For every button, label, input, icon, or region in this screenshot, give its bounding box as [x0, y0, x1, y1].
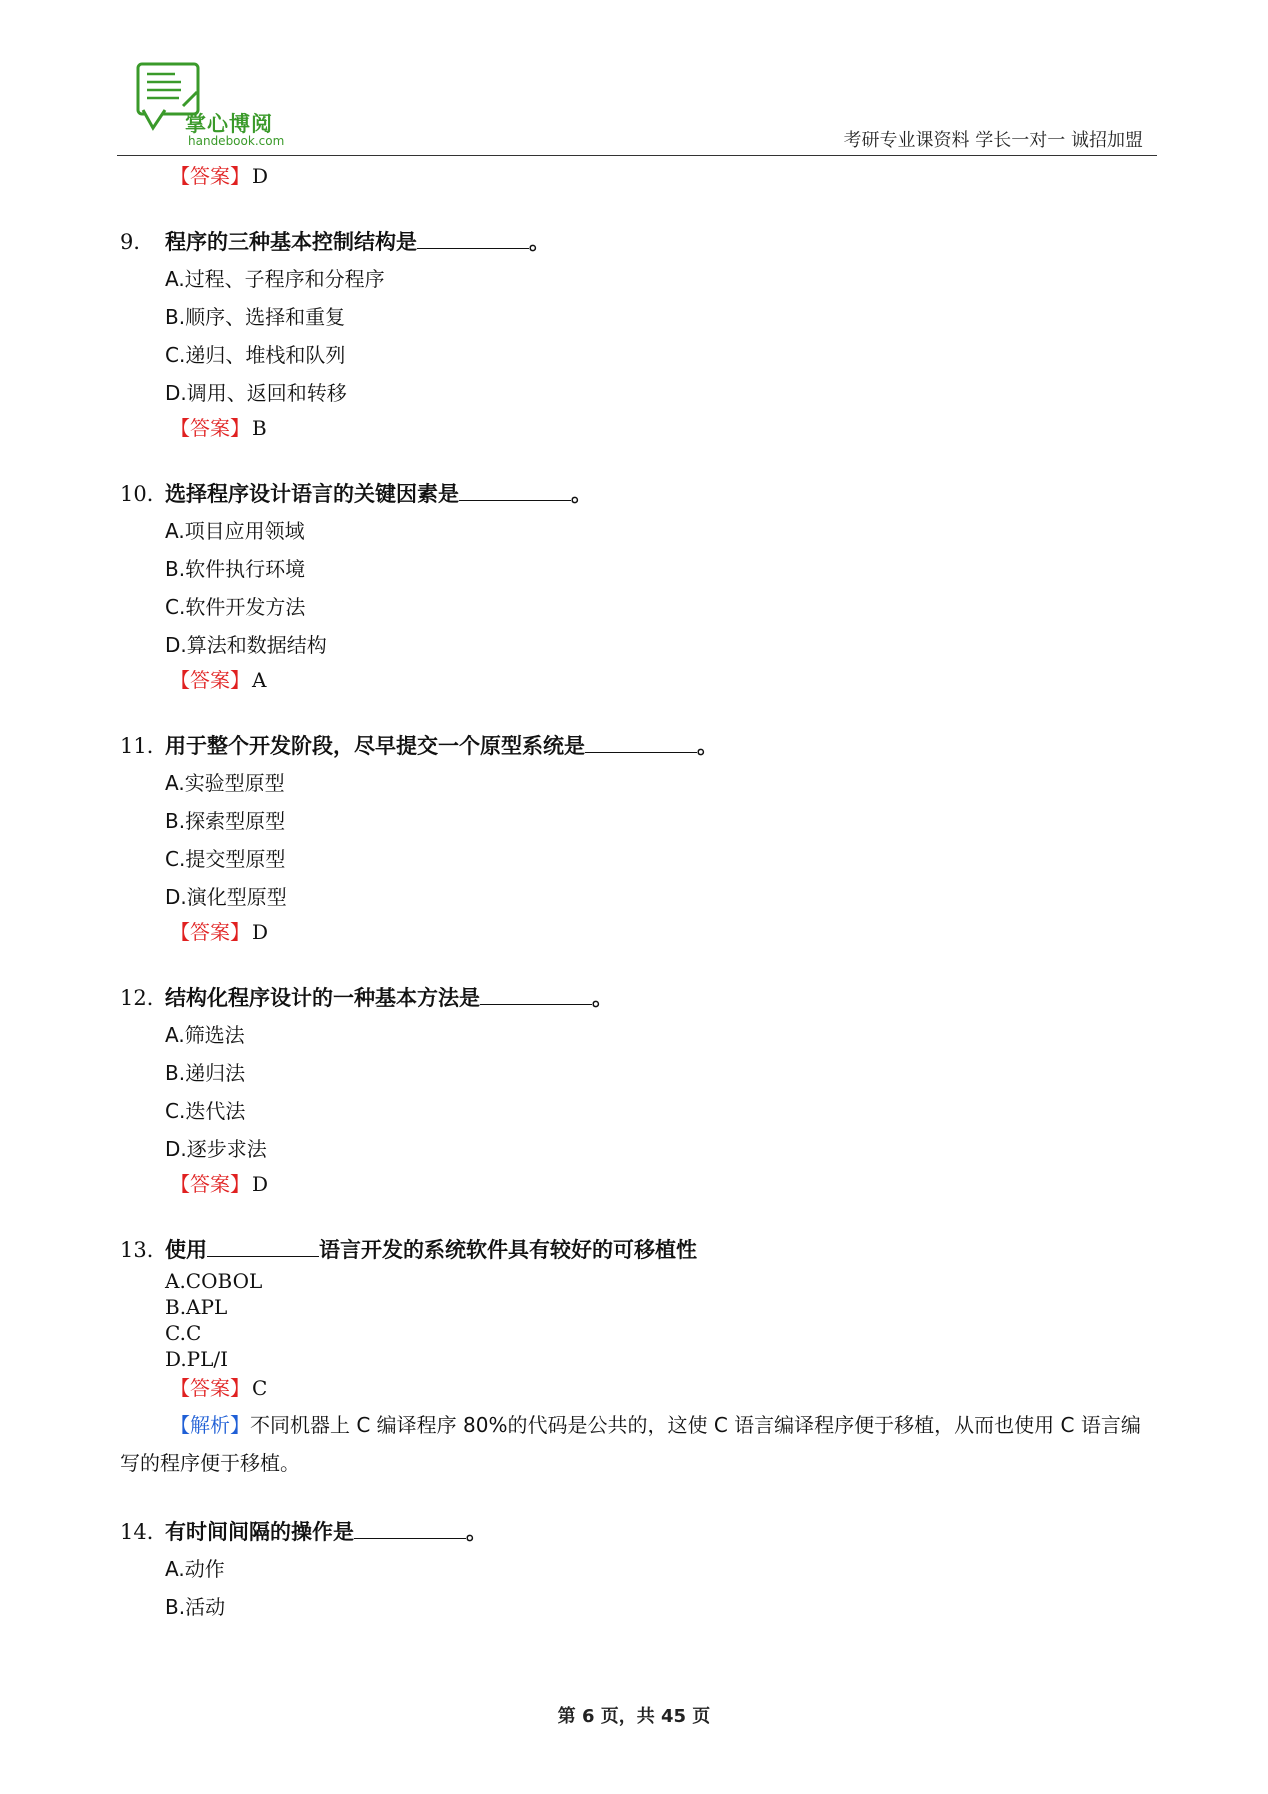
fill-blank: [354, 1518, 466, 1539]
option-text: A.实验型原型: [165, 771, 285, 795]
answer-line: [120, 412, 1150, 444]
page-header: [117, 58, 1157, 156]
question-text-end: 。: [592, 986, 613, 1010]
option-text: D.PL/I: [165, 1347, 229, 1371]
question-14: [120, 1514, 1150, 1626]
option-text: C.迭代法: [165, 1099, 246, 1123]
option-text: A.项目应用领域: [165, 519, 305, 543]
answer-value: D: [252, 164, 269, 188]
option-b: [120, 1294, 1150, 1320]
fill-blank: [417, 228, 529, 249]
option-a: [120, 764, 1150, 802]
fill-blank: [585, 732, 697, 753]
question-13: [120, 1232, 1150, 1482]
answer-line: [120, 916, 1150, 948]
option-text: A.COBOL: [165, 1269, 263, 1293]
answer-label: 【答案】: [170, 668, 250, 692]
option-a: [120, 1016, 1150, 1054]
option-b: [120, 298, 1150, 336]
answer-value: D: [252, 920, 269, 944]
option-d: [120, 1346, 1150, 1372]
option-c: [120, 1320, 1150, 1346]
option-text: A.筛选法: [165, 1023, 245, 1047]
option-text: C.软件开发方法: [165, 595, 306, 619]
fill-blank: [459, 480, 571, 501]
fill-blank: [480, 984, 592, 1005]
header-slogan: 考研专业课资料 学长一对一 诚招加盟: [843, 130, 1143, 151]
question-stem: [120, 728, 1150, 764]
option-a: [120, 1550, 1150, 1588]
option-b: [120, 802, 1150, 840]
logo-text: 掌心博阅: [185, 112, 273, 136]
option-text: C.递归、堆栈和队列: [165, 343, 346, 367]
question-stem: [120, 980, 1150, 1016]
option-text: B.递归法: [165, 1061, 246, 1085]
fill-blank: [207, 1236, 319, 1257]
option-text: A.动作: [165, 1557, 225, 1581]
option-b: [120, 1054, 1150, 1092]
option-d: [120, 878, 1150, 916]
question-text: 结构化程序设计的一种基本方法是: [165, 986, 480, 1010]
answer-value: D: [252, 1172, 269, 1196]
answer-label: 【答案】: [170, 416, 250, 440]
answer-line: [120, 664, 1150, 696]
answer-label: 【答案】: [170, 1172, 250, 1196]
option-text: D.调用、返回和转移: [165, 381, 347, 405]
question-list: [120, 160, 1150, 1626]
option-text: B.活动: [165, 1595, 226, 1619]
question-text: 用于整个开发阶段，尽早提交一个原型系统是: [165, 734, 585, 758]
option-c: [120, 336, 1150, 374]
explanation-label: 【解析】: [170, 1413, 250, 1437]
question-9: [120, 224, 1150, 444]
option-a: [120, 1268, 1150, 1294]
option-b: [120, 550, 1150, 588]
option-c: [120, 840, 1150, 878]
option-text: B.顺序、选择和重复: [165, 305, 346, 329]
answer-value: A: [252, 668, 267, 692]
option-text: B.探索型原型: [165, 809, 286, 833]
answer-label: 【答案】: [170, 1376, 250, 1400]
question-stem: [120, 476, 1150, 512]
option-a: [120, 260, 1150, 298]
answer-line: [120, 160, 1150, 192]
option-d: [120, 374, 1150, 412]
option-text: B.软件执行环境: [165, 557, 306, 581]
option-c: [120, 1092, 1150, 1130]
answer-line: [120, 1372, 1150, 1404]
option-text: A.过程、子程序和分程序: [165, 267, 385, 291]
question-10: [120, 476, 1150, 696]
answer-value: C: [252, 1376, 268, 1400]
question-number: 14．: [120, 1520, 168, 1544]
answer-line: [120, 1168, 1150, 1200]
option-text: C.C: [165, 1321, 202, 1345]
answer-label: 【答案】: [170, 920, 250, 944]
question-text: 选择程序设计语言的关键因素是: [165, 482, 459, 506]
question-text: 程序的三种基本控制结构是: [165, 230, 417, 254]
option-c: [120, 588, 1150, 626]
question-number: 11．: [120, 734, 168, 758]
question-11: [120, 728, 1150, 948]
option-b: [120, 1588, 1150, 1626]
logo-subtext: handebook.com: [188, 134, 285, 148]
handebook-logo: [135, 62, 285, 148]
question-text-end: 。: [571, 482, 592, 506]
question-text-end: 。: [466, 1520, 487, 1544]
question-stem: [120, 1232, 1150, 1268]
option-text: B.APL: [165, 1295, 228, 1319]
option-d: [120, 1130, 1150, 1168]
option-text: C.提交型原型: [165, 847, 286, 871]
answer-value: B: [252, 416, 267, 440]
option-d: [120, 626, 1150, 664]
option-text: D.逐步求法: [165, 1137, 267, 1161]
question-text-end: 语言开发的系统软件具有较好的可移植性: [319, 1238, 697, 1262]
option-a: [120, 512, 1150, 550]
question-number: 13．: [120, 1238, 168, 1262]
question-number: 9．: [120, 230, 155, 254]
question-12: [120, 980, 1150, 1200]
question-number: 10．: [120, 482, 168, 506]
option-text: D.算法和数据结构: [165, 633, 327, 657]
page-footer: 第 6 页，共 45 页: [557, 1706, 711, 1727]
explanation: [120, 1406, 1150, 1482]
header-divider: [117, 155, 1157, 156]
question-text-end: 。: [529, 230, 550, 254]
question-text: 使用: [165, 1238, 207, 1262]
question-text-end: 。: [697, 734, 718, 758]
answer-label: 【答案】: [170, 164, 250, 188]
option-text: D.演化型原型: [165, 885, 287, 909]
explanation-text: 不同机器上 C 编译程序 80%的代码是公共的，这使 C 语言编译程序便于移植，从而也使用 C 语言编写的程序便于移植。: [120, 1413, 1141, 1475]
question-text: 有时间间隔的操作是: [165, 1520, 354, 1544]
question-stem: [120, 224, 1150, 260]
question-stem: [120, 1514, 1150, 1550]
question-number: 12．: [120, 986, 168, 1010]
